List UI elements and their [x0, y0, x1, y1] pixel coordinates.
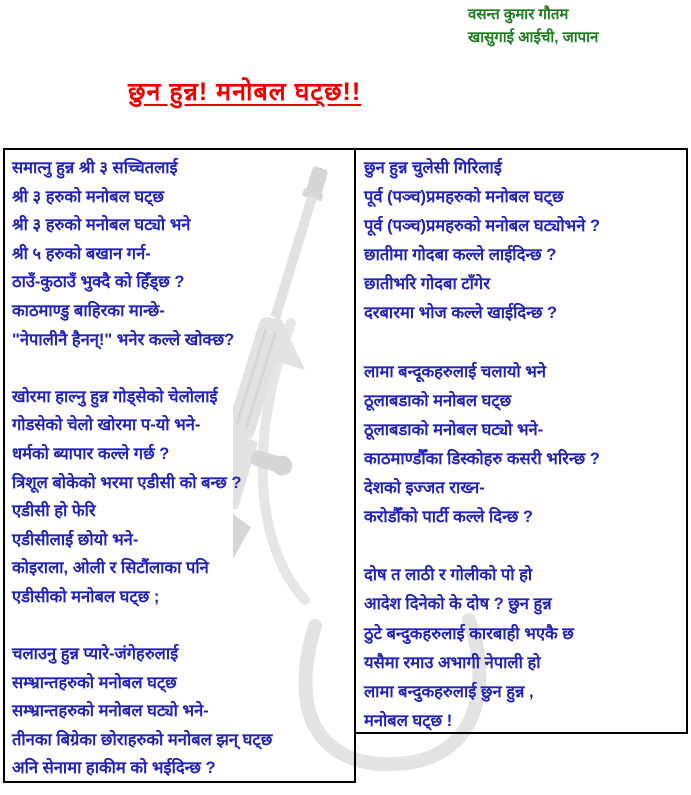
poem-line-blank: [364, 329, 682, 358]
poem-line: काठमाण्डौँका डिस्कोहरु कसरी भरिन्छ ?: [364, 449, 600, 468]
poem-line: ठूलाबडाको मनोबल घट्छ: [364, 391, 512, 410]
poem-line: त्रिशूल बोकेको भरमा एडीसी को बन्छ ?: [12, 473, 242, 492]
poem-title: छुन हुन्न! मनोबल घट्छ!!: [128, 78, 362, 106]
poem-line: अनि सेनामा हाकीम को भईदिन्छ ?: [12, 759, 216, 778]
poem-line: चलाउनु हुन्न प्यारे-जंगेहरुलाई: [12, 645, 179, 664]
poem-line: काठमाण्डु बाहिरका मान्छे-: [12, 301, 165, 320]
poem-line: सम्भ्रान्तहरुको मनोबल घट्यो भने-: [12, 702, 209, 721]
author-block: [468, 3, 598, 49]
poem-line: कोइराला, ओली र सिटौंलाका पनि: [12, 559, 209, 578]
poem-line-blank: [12, 354, 350, 383]
poem-line: ठूलाबडाको मनोबल घट्यो भने-: [364, 420, 544, 439]
poem-line-blank: [364, 532, 682, 561]
poem-line: लामा बन्दुकहरुलाई छुन हुन्न ,: [364, 682, 534, 701]
poem-line: पूर्व (पञ्च)प्रमहरुको मनोबल घट्छ: [364, 188, 564, 207]
author-name: वसन्त कुमार गौतम: [468, 6, 569, 23]
poem-line: सम्भ्रान्तहरुको मनोबल घट्छ: [12, 673, 177, 692]
poem-line: एडीसी हो फेरि: [12, 502, 96, 521]
poem-line: दोष त लाठी र गोलीको पो हो: [364, 566, 533, 585]
poem-line-blank: [12, 612, 350, 641]
poem-line: श्री ५ हरुको बखान गर्न-: [12, 244, 151, 263]
poem-line: श्री ३ हरुको मनोबल घट्छ: [12, 187, 164, 206]
poem-line: मनोबल घट्छ !: [364, 711, 453, 730]
poem-line: गोडसेको चेलो खोरमा प-यो भने-: [12, 416, 201, 435]
poem-line: एडीसीलाई छोयो भने-: [12, 530, 139, 549]
poem-line: पूर्व (पञ्च)प्रमहरुको मनोबल घट्योभने ?: [364, 217, 601, 236]
poem-line: तीनका बिग्रेका छोराहरुको मनोबल झन् घट्छ: [12, 730, 273, 749]
poem-line: ठुटे बन्दुकहरुलाई कारबाही भएकै छ: [364, 624, 574, 643]
poem-line: छातीभरि गोदबा टाँगेर: [364, 275, 490, 294]
poem-line: देशको इज्जत राख्न-: [364, 479, 485, 498]
poem-right-column: [354, 148, 688, 734]
poem-line: करोडौँको पार्टी कल्ले दिन्छ ?: [364, 508, 534, 527]
poem-line: "नेपालीनै हैनन्!" भनेर कल्ले खोक्छ?: [12, 330, 235, 349]
poem-line: दरबारमा भोज कल्ले खाईदिन्छ ?: [364, 304, 558, 323]
poem-line: यसैमा रमाउ अभागी नेपाली हो: [364, 653, 541, 672]
poem-line: लामा बन्दूकहरुलाई चलायो भने: [364, 362, 547, 381]
poem-left-column: [3, 148, 356, 783]
poem-line: श्री ३ हरुको मनोबल घट्यो भने: [12, 216, 191, 235]
poem-line: छुन हुन्न चुलेसी गिरिलाई: [364, 159, 502, 177]
poem-line: ठाउँ-कुठाउँ भुक्दै को हिँड्छ ?: [12, 273, 185, 292]
poem-line: आदेश दिनेको के दोष ? छुन हुन्न: [364, 595, 552, 614]
author-location: खासुगाई आईची, जापान: [468, 29, 599, 46]
poem-line: छातीमा गोदबा कल्ले लाईदिन्छ ?: [364, 246, 557, 265]
poem-line: एडीसीको मनोबल घट्छ ;: [12, 587, 160, 606]
poem-line: समात्नु हुन्न श्री ३ सच्चितलाई: [12, 159, 178, 177]
poem-line: खोरमा हाल्नु हुन्न गोड्सेको चेलोलाई: [12, 387, 218, 406]
poem-line: धर्मको ब्यापार कल्ले गर्छ ?: [12, 444, 170, 463]
